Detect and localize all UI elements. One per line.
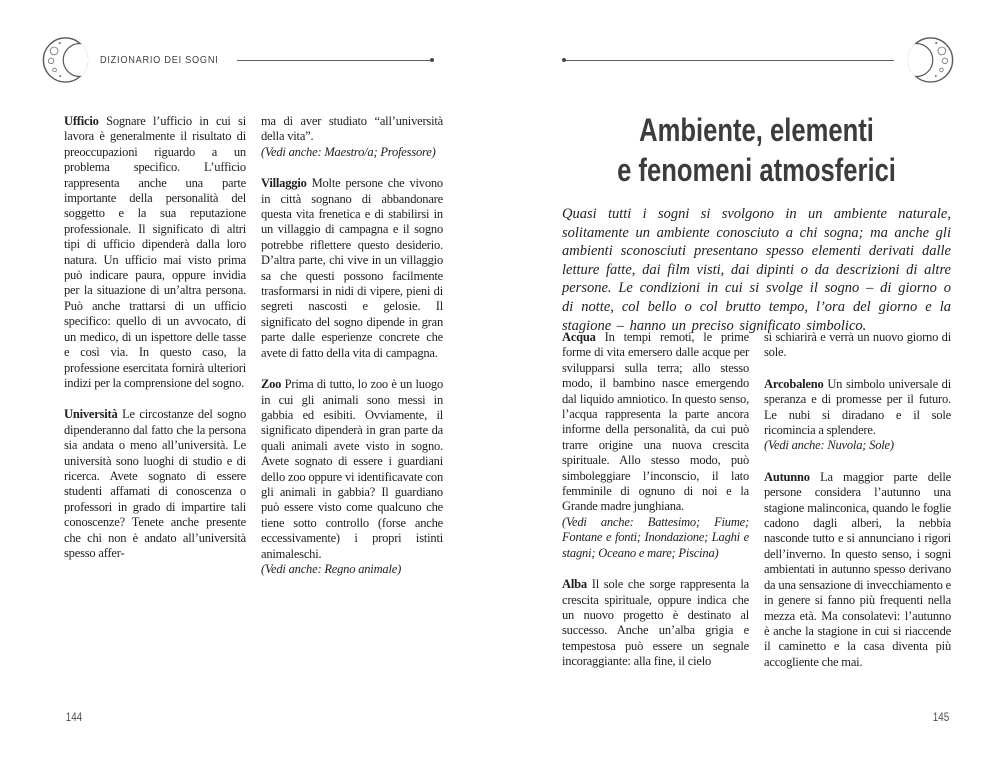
see-also-reference: (Vedi anche: Maestro/a; Professore): [261, 144, 436, 159]
left-page-column-1: [64, 114, 246, 593]
entry-acqua: [562, 330, 749, 561]
crescent-moon-icon: [42, 34, 94, 86]
entry-term: Università: [64, 407, 118, 422]
page-number-left: 144: [65, 710, 83, 724]
entry-body: Un simbolo universale di speranza e di promesse per il futuro. Le nubi si diradano e il sole ricomincia a splendere.: [764, 376, 951, 438]
entry-body: Le circostanze del sogno dipenderanno dal fatto che la persona sia andata o meno all’università. Le università sono luoghi di studio e di ricerca. Avete sognato di essere studenti affamati di conoscenza o professori in grado di impartire tali conoscenze? Tenete anche presente che chi non è andato all’università spesso affer-: [64, 407, 246, 560]
entry-term: Zoo: [261, 377, 282, 392]
entry-alba-continuation: [764, 330, 951, 361]
see-also-reference: (Vedi anche: Regno animale): [261, 561, 402, 576]
entry-term: Ufficio: [64, 114, 99, 128]
entry-body: Sognare l’ufficio in cui si lavora è generalmente il risultato di preoccupazioni riguardo a un problema specifico. L’ufficio rappresenta anche una parte importante della personalità del soggetto e la sua reputazione professionale. Il significato di altri tipi di ufficio dipenderà dalla loro natura. Un ufficio mai visto prima può indicare paura, oppure invidia per la situazione di un’altra persona. Può anche trattarsi di un ufficio specifico: quello di un avvocato, di un medico, di un ispettore delle tasse e così via. In questo caso, la professione esercitata fornirà ulteriori indizi per la comprensione del sogno.: [64, 114, 246, 390]
right-page-body: [562, 330, 951, 686]
chapter-intro: Quasi tutti i sogni si svolgono in un ambiente naturale, solitamente un ambiente conosciuto a chi sogna; ma anche gli ambienti sconosciuti presentano spesso elementi derivati dalle letture fatte, dai film visti, dai dipinti o da descrizioni di altre persone. Le condizioni in cui si svolge il sogno – di giorno o di notte, col bello o col brutto tempo, l’ora del giorno e la stagione – hanno un preciso significato simbolico.: [562, 206, 951, 334]
entry-body: La maggior parte delle persone considera l’autunno una stagione malinconica, quando le foglie cadono dagli alberi, la nebbia nasconde tutto e si annunciano i rigori dell’inverno. In questo senso, i sogni ambientati in autunno spesso derivano da una sensazione di invecchiamento e in genere si fanno più frequenti nella mezza età. Ma consolatevi: l’autunno è anche la stagione in cui si riaccende il caminetto e la casa diventa più accogliente che mai.: [764, 469, 951, 669]
entry-universita: [64, 407, 246, 561]
entry-ufficio: [64, 114, 246, 391]
head-rule-dot: [430, 58, 434, 62]
entry-term: Alba: [562, 577, 587, 592]
left-page-body: [64, 114, 443, 593]
page-number-right: 145: [932, 710, 950, 724]
entry-body: In tempi remoti, le prime forme di vita emersero dalle acque per svilupparsi sulla terra; allo stesso modo, il bambino nasce emergendo dal liquido amniotico. In questo senso, l’acqua rappresenta la parte ancora informe della personalità, da cui può trarre origine una nuova crescita spirituale. Allo stesso modo, può simboleggiare l’inconscio, il lato femminile di ognuno di noi e la Grande madre junghiana.: [562, 330, 749, 514]
entry-term: Acqua: [562, 330, 596, 344]
entry-term: Arcobaleno: [764, 376, 824, 391]
chapter-title: [562, 110, 951, 190]
head-rule: [237, 60, 430, 61]
running-head-right: [562, 34, 954, 86]
left-page-column-2: [261, 114, 443, 593]
head-rule: [566, 60, 894, 61]
running-head-left: [42, 34, 434, 86]
entry-body: Prima di tutto, lo zoo è un luogo in cui gli animali sono messi in gabbia ed esibiti. Ovviamente, il significato dipenderà in gran parte da quali animali avete visto in sogno. Avete sognato di essere i guardiani dello zoo oppure vi identificavate con gli animali in gabbia? Il guardiano può essere visto come qualcuno che tiene sotto controllo (forse anche eccessivamente) i propri istinti animaleschi.: [261, 377, 443, 561]
entry-zoo: [261, 377, 443, 577]
entry-term: Villaggio: [261, 176, 307, 191]
chapter-title-line-1: Ambiente, elementi: [639, 112, 874, 148]
right-page-column-2: [764, 330, 951, 686]
book-title: DIZIONARIO DEI SOGNI: [100, 54, 219, 66]
entry-body: ma di aver studiato “all’università della vita”.: [261, 114, 443, 144]
entry-alba: [562, 577, 749, 669]
see-also-reference: (Vedi anche: Battesimo; Fiume; Fontane e fonti; Inondazione; Laghi e stagni; Oceano e mare; Piscina): [562, 514, 749, 560]
entry-arcobaleno: [764, 377, 951, 454]
entry-autunno: [764, 470, 951, 670]
entry-villaggio: [261, 176, 443, 361]
entry-body: Il sole che sorge rappresenta la crescita spirituale, oppure indica che un nuovo progetto è destinato al successo. Anche un’alba grigia e tempestosa può essere un segnale incoraggiante: alla fine, il cielo: [562, 577, 749, 669]
entry-term: Autunno: [764, 469, 810, 484]
see-also-reference: (Vedi anche: Nuvola; Sole): [764, 438, 894, 453]
entry-universita-continuation: [261, 114, 443, 160]
right-page-column-1: [562, 330, 749, 686]
entry-body: Molte persone che vivono in città sognano di abbandonare questa vita frenetica e di stabilirsi in un villaggio di campagna e il sogno potrebbe riflettere questo desiderio. D’altra parte, chi vive in un villaggio sa che questi possono facilmente trasformarsi in nidi di vipere, pieni di segreti nascosti e gelosie. Il significato del sogno dipende in gran parte dalle esperienze concrete che avete di fatto della vita di campagna.: [261, 176, 443, 360]
entry-body: si schiarirà e verrà un nuovo giorno di sole.: [764, 330, 951, 360]
crescent-moon-icon: [902, 34, 954, 86]
chapter-title-line-2: e fenomeni atmosferici: [617, 152, 896, 188]
